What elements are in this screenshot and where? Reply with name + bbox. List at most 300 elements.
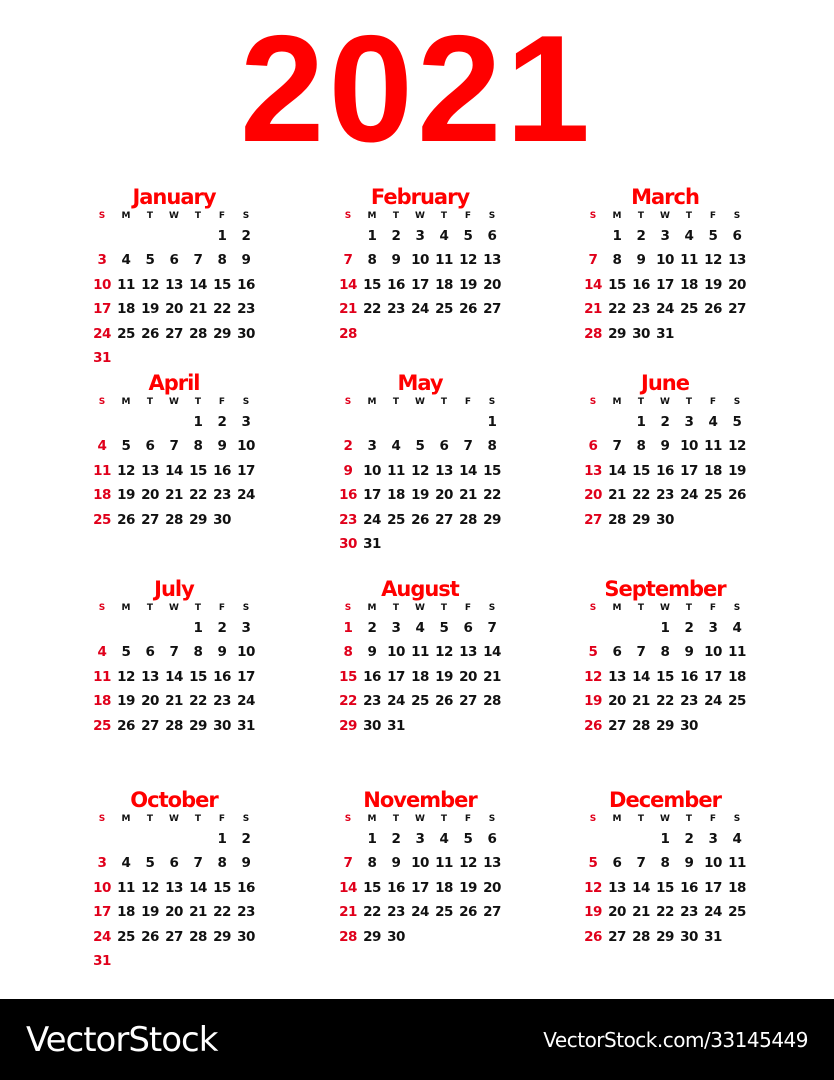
month-name: May: [397, 371, 443, 395]
day-cell: 8: [367, 855, 377, 872]
day-cell: 12: [704, 252, 722, 269]
day-cell: 5: [732, 414, 742, 430]
day-cell: 28: [339, 325, 357, 342]
day-cell: 2: [684, 620, 694, 636]
day-cell: 15: [339, 668, 357, 685]
day-cell: 23: [387, 301, 405, 318]
weekday-label: T: [440, 211, 448, 221]
day-cell: 22: [189, 487, 207, 504]
day-cell: 23: [680, 693, 698, 710]
day-cell: 20: [141, 693, 159, 710]
day-cell: 18: [704, 462, 722, 479]
watermark-image-id: VectorStock.com/33145449: [543, 1027, 808, 1052]
weekday-label: T: [194, 211, 202, 221]
day-cell: 20: [459, 668, 477, 685]
day-cell: 6: [612, 855, 622, 872]
weekday-label: M: [121, 397, 131, 407]
day-cell: 10: [363, 462, 381, 479]
day-cell: 19: [141, 904, 159, 921]
day-cell: 22: [213, 301, 231, 318]
weekday-label: M: [612, 814, 622, 824]
day-cell: 26: [459, 904, 477, 921]
weekday-label: T: [146, 211, 154, 221]
day-cell: 30: [680, 717, 698, 734]
weekday-label: S: [98, 603, 106, 613]
day-cell: 30: [237, 325, 255, 342]
day-cell: 23: [656, 487, 674, 504]
day-cell: 25: [435, 301, 453, 318]
day-cell: 10: [387, 644, 405, 661]
day-cell: 16: [680, 879, 698, 896]
day-cell: 17: [704, 668, 722, 685]
day-cell: 11: [93, 668, 111, 685]
day-cell: 5: [588, 644, 598, 661]
day-cell: 19: [117, 693, 135, 710]
weekday-label: F: [709, 603, 717, 613]
day-cell: 29: [632, 511, 650, 528]
weekday-label: S: [488, 603, 496, 613]
day-cell: 28: [165, 511, 183, 528]
day-cell: 14: [165, 668, 183, 685]
empty-cell: [605, 410, 629, 434]
day-cell: 25: [704, 487, 722, 504]
day-cell: 23: [632, 301, 650, 318]
day-cell: 13: [728, 252, 746, 269]
day-cell: 25: [93, 717, 111, 734]
month-name: February: [370, 185, 470, 209]
month-february: [336, 183, 504, 346]
weekday-label: T: [194, 603, 202, 613]
day-cell: 23: [237, 904, 255, 921]
empty-cell: [162, 827, 186, 851]
day-cell: 15: [363, 276, 381, 293]
day-cell: 26: [584, 717, 602, 734]
day-grid: [90, 616, 258, 738]
day-cell: 8: [660, 644, 670, 661]
day-cell: 31: [93, 952, 111, 969]
day-cell: 10: [704, 855, 722, 872]
weekday-label: W: [660, 603, 670, 613]
day-cell: 23: [213, 693, 231, 710]
weekday-label: M: [121, 814, 131, 824]
day-cell: 29: [189, 717, 207, 734]
day-cell: 21: [632, 693, 650, 710]
day-cell: 13: [608, 879, 626, 896]
day-cell: 6: [487, 831, 497, 847]
day-cell: 11: [728, 855, 746, 872]
day-cell: 14: [189, 879, 207, 896]
day-cell: 20: [165, 904, 183, 921]
month-name: January: [132, 185, 216, 209]
day-cell: 24: [411, 301, 429, 318]
day-cell: 9: [636, 252, 646, 269]
day-cell: 22: [363, 301, 381, 318]
weekday-label: F: [709, 397, 717, 407]
day-cell: 18: [435, 276, 453, 293]
weekday-label: T: [392, 397, 400, 407]
day-cell: 5: [588, 855, 598, 872]
day-cell: 25: [728, 693, 746, 710]
day-cell: 28: [584, 325, 602, 342]
day-cell: 8: [217, 252, 227, 269]
weekday-label: T: [440, 397, 448, 407]
day-cell: 8: [367, 252, 377, 269]
day-cell: 7: [487, 620, 497, 636]
day-cell: 25: [728, 904, 746, 921]
day-cell: 24: [237, 693, 255, 710]
day-grid: [336, 827, 504, 949]
day-cell: 16: [213, 668, 231, 685]
day-cell: 4: [439, 831, 449, 847]
weekday-label: F: [464, 814, 472, 824]
day-cell: 22: [608, 301, 626, 318]
day-cell: 30: [339, 535, 357, 552]
weekday-label: T: [392, 814, 400, 824]
day-cell: 18: [93, 693, 111, 710]
day-cell: 1: [612, 228, 622, 244]
day-cell: 20: [435, 487, 453, 504]
day-cell: 5: [439, 620, 449, 636]
empty-cell: [336, 827, 360, 851]
day-cell: 8: [636, 438, 646, 455]
day-cell: 17: [363, 487, 381, 504]
day-cell: 22: [632, 487, 650, 504]
empty-cell: [138, 224, 162, 248]
day-cell: 1: [660, 620, 670, 636]
day-cell: 14: [632, 879, 650, 896]
weekday-label: F: [218, 603, 226, 613]
day-cell: 20: [483, 276, 501, 293]
weekday-label: M: [367, 603, 377, 613]
day-cell: 3: [97, 252, 107, 269]
day-cell: 30: [656, 511, 674, 528]
month-september: [581, 575, 749, 738]
day-cell: 14: [339, 879, 357, 896]
weekday-label: T: [440, 603, 448, 613]
day-cell: 1: [343, 620, 353, 636]
month-april: [90, 369, 258, 532]
day-cell: 14: [483, 644, 501, 661]
empty-cell: [138, 410, 162, 434]
weekday-label: S: [98, 397, 106, 407]
weekday-header: [90, 811, 258, 827]
day-cell: 22: [339, 693, 357, 710]
day-grid: [90, 410, 258, 532]
day-cell: 17: [387, 668, 405, 685]
weekday-label: S: [344, 211, 352, 221]
day-cell: 1: [636, 414, 646, 430]
day-cell: 21: [339, 301, 357, 318]
day-cell: 26: [117, 511, 135, 528]
day-cell: 2: [217, 620, 227, 636]
weekday-label: S: [589, 397, 597, 407]
day-cell: 7: [636, 644, 646, 661]
day-cell: 15: [632, 462, 650, 479]
empty-cell: [162, 224, 186, 248]
day-cell: 7: [612, 438, 622, 455]
day-cell: 27: [608, 717, 626, 734]
day-cell: 10: [680, 438, 698, 455]
day-cell: 2: [367, 620, 377, 636]
day-cell: 26: [141, 325, 159, 342]
day-cell: 27: [435, 511, 453, 528]
weekday-label: W: [660, 211, 670, 221]
day-cell: 15: [363, 879, 381, 896]
day-cell: 27: [165, 928, 183, 945]
day-cell: 7: [193, 855, 203, 872]
day-cell: 21: [459, 487, 477, 504]
day-cell: 10: [93, 276, 111, 293]
day-cell: 13: [435, 462, 453, 479]
day-cell: 2: [391, 228, 401, 244]
weekday-label: W: [169, 814, 179, 824]
weekday-label: F: [218, 397, 226, 407]
day-cell: 11: [117, 879, 135, 896]
day-cell: 20: [608, 693, 626, 710]
day-cell: 11: [93, 462, 111, 479]
day-cell: 9: [367, 644, 377, 661]
empty-cell: [114, 224, 138, 248]
weekday-label: M: [367, 397, 377, 407]
day-cell: 24: [93, 325, 111, 342]
day-cell: 14: [608, 462, 626, 479]
day-cell: 17: [680, 462, 698, 479]
day-cell: 25: [93, 511, 111, 528]
day-cell: 12: [141, 276, 159, 293]
day-cell: 21: [584, 301, 602, 318]
empty-cell: [360, 410, 384, 434]
weekday-label: S: [589, 211, 597, 221]
day-cell: 7: [169, 644, 179, 661]
day-cell: 24: [237, 487, 255, 504]
day-cell: 14: [459, 462, 477, 479]
weekday-label: M: [121, 211, 131, 221]
day-cell: 7: [463, 438, 473, 455]
day-cell: 11: [411, 644, 429, 661]
day-cell: 28: [189, 928, 207, 945]
weekday-label: S: [242, 814, 250, 824]
empty-cell: [605, 827, 629, 851]
day-cell: 25: [117, 325, 135, 342]
empty-cell: [629, 616, 653, 640]
day-cell: 13: [584, 462, 602, 479]
day-cell: 5: [415, 438, 425, 455]
day-cell: 9: [241, 252, 251, 269]
day-cell: 8: [193, 438, 203, 455]
weekday-label: S: [344, 397, 352, 407]
day-cell: 9: [684, 855, 694, 872]
day-cell: 1: [217, 228, 227, 244]
weekday-label: T: [392, 603, 400, 613]
weekday-label: F: [709, 211, 717, 221]
day-cell: 11: [728, 644, 746, 661]
day-cell: 9: [660, 438, 670, 455]
watermark-footer: [0, 999, 834, 1080]
day-cell: 4: [415, 620, 425, 636]
empty-cell: [629, 827, 653, 851]
day-cell: 18: [117, 301, 135, 318]
day-cell: 15: [213, 276, 231, 293]
month-november: [336, 786, 504, 949]
day-cell: 3: [684, 414, 694, 430]
empty-cell: [114, 616, 138, 640]
day-cell: 17: [237, 462, 255, 479]
day-cell: 30: [387, 928, 405, 945]
day-cell: 21: [483, 668, 501, 685]
day-cell: 30: [363, 717, 381, 734]
weekday-label: T: [685, 211, 693, 221]
day-grid: [581, 224, 749, 346]
empty-cell: [114, 410, 138, 434]
day-cell: 14: [584, 276, 602, 293]
weekday-label: T: [637, 397, 645, 407]
month-name: September: [604, 577, 726, 601]
day-cell: 19: [459, 276, 477, 293]
day-cell: 16: [387, 879, 405, 896]
month-name: July: [154, 577, 194, 601]
weekday-header: [336, 600, 504, 616]
weekday-label: T: [146, 603, 154, 613]
weekday-label: F: [464, 603, 472, 613]
day-cell: 16: [632, 276, 650, 293]
day-cell: 15: [189, 462, 207, 479]
day-cell: 8: [612, 252, 622, 269]
day-cell: 5: [145, 855, 155, 872]
day-cell: 27: [483, 301, 501, 318]
day-cell: 10: [93, 879, 111, 896]
day-cell: 3: [97, 855, 107, 872]
weekday-label: F: [464, 211, 472, 221]
weekday-label: W: [415, 814, 425, 824]
day-cell: 4: [121, 855, 131, 872]
day-cell: 22: [363, 904, 381, 921]
day-cell: 7: [588, 252, 598, 269]
weekday-label: T: [146, 397, 154, 407]
day-cell: 1: [660, 831, 670, 847]
empty-cell: [336, 410, 360, 434]
day-cell: 30: [213, 511, 231, 528]
weekday-label: M: [367, 211, 377, 221]
day-cell: 4: [708, 414, 718, 430]
weekday-label: S: [733, 814, 741, 824]
day-grid: [581, 616, 749, 738]
day-cell: 13: [141, 462, 159, 479]
day-cell: 23: [680, 904, 698, 921]
day-cell: 7: [343, 252, 353, 269]
day-cell: 27: [483, 904, 501, 921]
day-cell: 12: [584, 879, 602, 896]
day-cell: 19: [459, 879, 477, 896]
empty-cell: [162, 410, 186, 434]
weekday-label: M: [121, 603, 131, 613]
day-cell: 3: [415, 228, 425, 244]
day-cell: 6: [169, 252, 179, 269]
month-name: March: [631, 185, 699, 209]
day-cell: 31: [704, 928, 722, 945]
day-cell: 6: [439, 438, 449, 455]
month-august: [336, 575, 504, 738]
day-cell: 5: [121, 644, 131, 661]
day-cell: 24: [680, 487, 698, 504]
day-cell: 1: [367, 831, 377, 847]
day-cell: 7: [169, 438, 179, 455]
day-cell: 24: [93, 928, 111, 945]
day-cell: 11: [680, 252, 698, 269]
day-cell: 31: [363, 535, 381, 552]
weekday-label: W: [415, 603, 425, 613]
day-cell: 28: [459, 511, 477, 528]
day-cell: 29: [189, 511, 207, 528]
day-cell: 22: [656, 904, 674, 921]
day-cell: 19: [411, 487, 429, 504]
day-cell: 15: [656, 668, 674, 685]
month-name: April: [148, 371, 200, 395]
day-cell: 8: [487, 438, 497, 455]
day-cell: 13: [483, 252, 501, 269]
day-cell: 12: [141, 879, 159, 896]
day-cell: 25: [117, 928, 135, 945]
day-cell: 29: [483, 511, 501, 528]
day-grid: [581, 410, 749, 532]
weekday-header: [336, 208, 504, 224]
day-cell: 18: [93, 487, 111, 504]
day-cell: 12: [117, 668, 135, 685]
day-cell: 26: [584, 928, 602, 945]
day-cell: 14: [189, 276, 207, 293]
day-cell: 20: [728, 276, 746, 293]
weekday-label: W: [169, 397, 179, 407]
day-cell: 12: [117, 462, 135, 479]
day-cell: 11: [117, 276, 135, 293]
empty-cell: [162, 616, 186, 640]
weekday-label: S: [488, 814, 496, 824]
weekday-label: T: [637, 814, 645, 824]
day-cell: 6: [169, 855, 179, 872]
day-cell: 13: [165, 879, 183, 896]
day-cell: 5: [121, 438, 131, 455]
day-cell: 27: [584, 511, 602, 528]
weekday-header: [90, 394, 258, 410]
day-cell: 18: [117, 904, 135, 921]
day-cell: 6: [463, 620, 473, 636]
day-cell: 6: [612, 644, 622, 661]
day-cell: 30: [213, 717, 231, 734]
weekday-label: S: [344, 603, 352, 613]
day-cell: 1: [193, 620, 203, 636]
day-cell: 6: [732, 228, 742, 244]
day-cell: 18: [411, 668, 429, 685]
day-cell: 26: [411, 511, 429, 528]
day-cell: 19: [728, 462, 746, 479]
day-cell: 12: [435, 644, 453, 661]
weekday-header: [90, 600, 258, 616]
weekday-label: T: [440, 814, 448, 824]
month-january: [90, 183, 258, 370]
weekday-label: S: [488, 211, 496, 221]
day-cell: 3: [708, 831, 718, 847]
empty-cell: [114, 827, 138, 851]
empty-cell: [581, 827, 605, 851]
day-cell: 9: [391, 252, 401, 269]
day-cell: 22: [213, 904, 231, 921]
day-cell: 21: [189, 904, 207, 921]
day-cell: 16: [656, 462, 674, 479]
day-cell: 29: [363, 928, 381, 945]
weekday-label: T: [637, 211, 645, 221]
day-cell: 23: [387, 904, 405, 921]
weekday-label: T: [392, 211, 400, 221]
weekday-label: M: [612, 211, 622, 221]
